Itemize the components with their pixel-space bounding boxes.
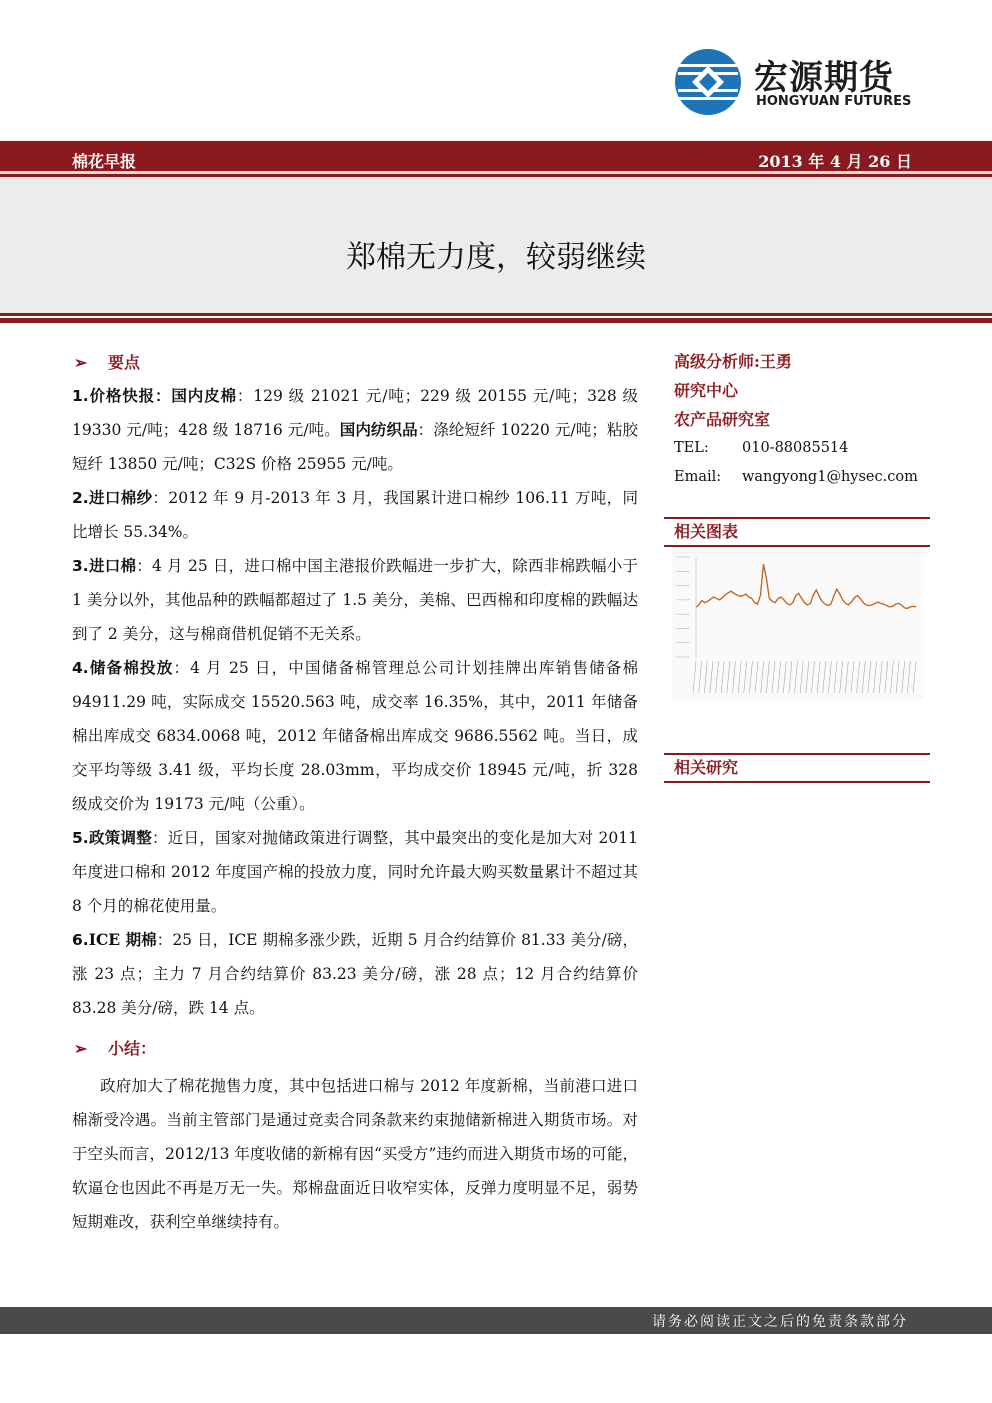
key-point-5: 5.政策调整：近日，国家对抛储政策进行调整，其中最突出的变化是加大对 2011 年度进口棉和 2012 年度国产棉的投放力度，同时允许最大购买数量累计不超过其 8 个月的棉花使用量。 bbox=[72, 828, 638, 915]
chart-x-tick bbox=[823, 661, 826, 693]
chart-x-tick bbox=[783, 661, 786, 693]
header-stripe bbox=[0, 171, 992, 174]
main-content bbox=[72, 347, 638, 1239]
key-point-1: 1.价格快报：国内皮棉：129 级 21021 元/吨；229 级 20155 元/吨；328 级 19330 元/吨；428 级 18716 元/吨。国内纺织品：涤纶短纤 10220 元/吨；粘胶短纤 13850 元/吨；C32S 价格 25955 元/吨。 bbox=[72, 386, 638, 473]
chart-x-tick bbox=[732, 661, 735, 693]
chart-x-tick bbox=[868, 661, 871, 693]
chart-x-tick bbox=[834, 661, 837, 693]
chart-series-line-0 bbox=[696, 564, 916, 608]
brand-name-cn: 宏源期货 bbox=[754, 58, 894, 98]
summary-paragraph: 政府加大了棉花抛售力度，其中包括进口棉与 2012 年度新棉，当前港口进口棉渐受冷遇。当前主管部门是通过竞卖合同条款来约束抛储新棉进入期货市场。对于空头而言，2012/13 年度收储的新棉有因“买受方”违约而进入期货市场的可能，软逼仓也因此不再是万无一失。郑棉盘面近日收窄实体，反弹力度明显不足，弱势短期难改，获利空单继续持有。 bbox=[72, 1077, 638, 1231]
chart-x-tick bbox=[800, 661, 803, 693]
chart-x-tick bbox=[828, 661, 831, 693]
chart-x-tick bbox=[710, 661, 713, 693]
chart-x-tick bbox=[857, 661, 860, 693]
brand-name-en: HONGYUAN FUTURES bbox=[756, 94, 912, 109]
research-center: 研究中心 bbox=[674, 381, 739, 400]
chart-x-tick bbox=[704, 661, 707, 693]
report-type: 棉花早报 bbox=[72, 152, 137, 171]
hongyuan-logo-icon bbox=[672, 46, 744, 118]
chart-x-tick bbox=[716, 661, 719, 693]
chart-x-tick bbox=[817, 661, 820, 693]
chart-x-tick bbox=[749, 661, 752, 693]
tel-value: 010-88085514 bbox=[742, 440, 849, 456]
chart-x-tick bbox=[738, 661, 741, 693]
email-row: Email: wangyong1@hysec.com bbox=[674, 469, 918, 485]
chart-x-tick bbox=[845, 661, 848, 693]
chart-x-tick bbox=[772, 661, 775, 693]
research-office: 农产品研究室 bbox=[674, 410, 771, 429]
company-logo bbox=[672, 46, 922, 118]
summary-heading: ➢ 小结： bbox=[72, 1033, 638, 1065]
chart-x-tick bbox=[761, 661, 764, 693]
chart-x-tick bbox=[811, 661, 814, 693]
chart-x-tick bbox=[721, 661, 724, 693]
chart-x-tick bbox=[885, 661, 888, 693]
key-point-3: 3.进口棉：4 月 25 日，进口棉中国主港报价跌幅进一步扩大，除西非棉跌幅小于 1 美分以外，其他品种的跌幅都超过了 1.5 美分，美棉、巴西棉和印度棉的跌幅达到了 2 美分，这与棉商借机促销不无关系。 bbox=[72, 556, 638, 643]
chart-x-tick bbox=[879, 661, 882, 693]
price-line-chart bbox=[672, 549, 924, 701]
arrow-bullet-icon: ➢ bbox=[74, 1039, 88, 1058]
chart-x-tick bbox=[896, 661, 899, 693]
footer-band bbox=[0, 1307, 992, 1334]
chart-x-tick bbox=[862, 661, 865, 693]
chart-x-tick bbox=[907, 661, 910, 693]
title-rule-thick bbox=[0, 318, 992, 323]
chart-x-tick bbox=[755, 661, 758, 693]
chart-x-tick bbox=[727, 661, 730, 693]
chart-x-tick bbox=[806, 661, 809, 693]
tel-row: TEL: 010-88085514 bbox=[674, 440, 849, 456]
title-rule bbox=[0, 313, 992, 316]
report-date: 2013 年 4 月 26 日 bbox=[758, 152, 912, 171]
chart-x-tick bbox=[874, 661, 877, 693]
chart-x-tick bbox=[744, 661, 747, 693]
sidebar bbox=[674, 347, 930, 492]
related-chart bbox=[672, 549, 924, 701]
chart-x-tick bbox=[693, 661, 696, 693]
chart-x-tick bbox=[840, 661, 843, 693]
chart-x-tick bbox=[851, 661, 854, 693]
key-point-2: 2.进口棉纱：2012 年 9 月-2013 年 3 月，我国累计进口棉纱 106.11 万吨，同比增长 55.34%。 bbox=[72, 488, 638, 541]
page-title: 郑棉无力度，较弱继续 bbox=[346, 240, 646, 275]
chart-x-tick bbox=[890, 661, 893, 693]
chart-x-tick bbox=[699, 661, 702, 693]
key-point-6: 6.ICE 期棉：25 日，ICE 期棉多涨少跌，近期 5 月合约结算价 81.33 美分/磅，涨 23 点；主力 7 月合约结算价 83.23 美分/磅，涨 28 点；12 月合约结算价 83.28 美分/磅，跌 14 点。 bbox=[72, 930, 638, 1017]
related-charts-heading: 相关图表 bbox=[664, 517, 930, 547]
key-point-4: 4.储备棉投放：4 月 25 日，中国储备棉管理总公司计划挂牌出库销售储备棉 94911.29 吨，实际成交 15520.563 吨，成交率 16.35%，其中，2011 年储备棉出库成交 6834.0068 吨，2012 年储备棉出库成交 9686.5562 吨。当日，成交平均等级 3.41 级，平均长度 28.03mm，平均成交价 18945 元/吨，折 328 级成交价为 19173 元/吨（公重）。 bbox=[72, 658, 638, 813]
chart-x-tick bbox=[795, 661, 798, 693]
related-research-heading: 相关研究 bbox=[664, 753, 930, 783]
chart-x-tick bbox=[766, 661, 769, 693]
header-band bbox=[0, 141, 992, 177]
analyst-name: 高级分析师:王勇 bbox=[674, 352, 792, 371]
chart-x-tick bbox=[778, 661, 781, 693]
arrow-bullet-icon: ➢ bbox=[74, 353, 88, 372]
chart-x-tick bbox=[902, 661, 905, 693]
chart-x-tick bbox=[789, 661, 792, 693]
disclaimer-note: 请务必阅读正文之后的免责条款部分 bbox=[652, 1314, 908, 1330]
key-points-heading: ➢ 要点 bbox=[72, 347, 638, 379]
chart-x-tick bbox=[913, 661, 916, 693]
email-link[interactable]: wangyong1@hysec.com bbox=[742, 469, 918, 485]
title-band bbox=[0, 177, 992, 313]
